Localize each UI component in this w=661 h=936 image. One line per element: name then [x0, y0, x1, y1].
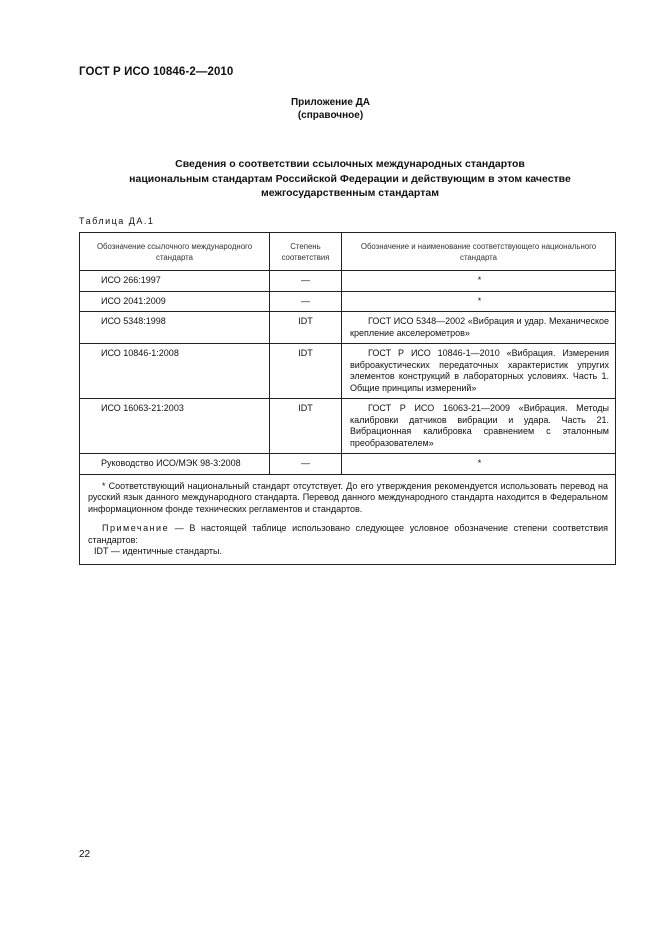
- table-row: [80, 271, 616, 292]
- table-notes-row: [80, 474, 616, 564]
- heading-line-1: Сведения о соответствии ссылочных международных стандартов: [175, 158, 525, 170]
- table-row: [80, 312, 616, 344]
- column-header-reference: Обозначение ссылочного международного стандарта: [80, 233, 270, 271]
- note-head: Примечание: [102, 523, 170, 533]
- heading-line-2: национальным стандартам Российской Федерации и действующим в этом качестве: [129, 172, 571, 185]
- table-row: [80, 291, 616, 312]
- cell-national: ГОСТ Р ИСО 10846-1—2010 «Вибрация. Измерения виброакустических передаточных характеристик упругих элементов конструкций в лабораторных условиях. Часть 1. Общие принципы измерений»: [342, 344, 616, 399]
- cell-reference: ИСО 266:1997: [80, 271, 270, 292]
- cell-reference: ИСО 2041:2009: [80, 291, 270, 312]
- cell-degree: IDT: [270, 399, 342, 454]
- cell-reference: Руководство ИСО/МЭК 98-3:2008: [80, 454, 270, 475]
- footnote: * Соответствующий национальный стандарт отсутствует. До его утверждения рекомендуется использовать перевод на русский язык данного международного стандарта. Перевод данного международного стандарта находится в Федеральном информационном фонде технических регламентов и стандартов.: [88, 480, 608, 514]
- document-code: ГОСТ Р ИСО 10846-2—2010: [79, 66, 234, 78]
- cell-reference: ИСО 10846-1:2008: [80, 344, 270, 399]
- cell-national: *: [342, 271, 616, 292]
- table-header-row: [80, 233, 616, 271]
- cell-reference: ИСО 16063-21:2003: [80, 399, 270, 454]
- appendix-label: Приложение ДА: [290, 97, 371, 108]
- cell-national: *: [342, 454, 616, 475]
- page-number: 22: [79, 849, 91, 860]
- table-notes: [80, 474, 616, 564]
- table-caption: Таблица ДА.1: [79, 216, 155, 226]
- note: [88, 523, 608, 546]
- cell-reference: ИСО 5348:1998: [80, 312, 270, 344]
- appendix-title: [0, 96, 661, 122]
- cell-degree: IDT: [270, 344, 342, 399]
- table-row: [80, 399, 616, 454]
- cell-degree: —: [270, 454, 342, 475]
- note-text: — В настоящей таблице использовано следующее условное обозначение степени соответствия стандартов:: [88, 523, 608, 545]
- cell-national: ГОСТ ИСО 5348—2002 «Вибрация и удар. Механическое крепление акселерометров»: [342, 312, 616, 344]
- note-item: IDT — идентичные стандарты.: [94, 546, 223, 556]
- cell-national: ГОСТ Р ИСО 16063-21—2009 «Вибрация. Методы калибровки датчиков вибрации и удара. Часть 21. Вибрационная калибровка сравнением с эталонным преобразователем»: [342, 399, 616, 454]
- section-heading: [60, 157, 640, 201]
- column-header-national: Обозначение и наименование соответствующего национального стандарта: [342, 233, 616, 271]
- appendix-subtitle: (справочное): [297, 110, 364, 121]
- column-header-degree: Степень соответствия: [270, 233, 342, 271]
- table-row: [80, 344, 616, 399]
- heading-line-3: межгосударственным стандартам: [261, 187, 439, 199]
- table-row: [80, 454, 616, 475]
- cell-degree: IDT: [270, 312, 342, 344]
- cell-national: *: [342, 291, 616, 312]
- cell-degree: —: [270, 291, 342, 312]
- correspondence-table: [79, 232, 616, 565]
- cell-degree: —: [270, 271, 342, 292]
